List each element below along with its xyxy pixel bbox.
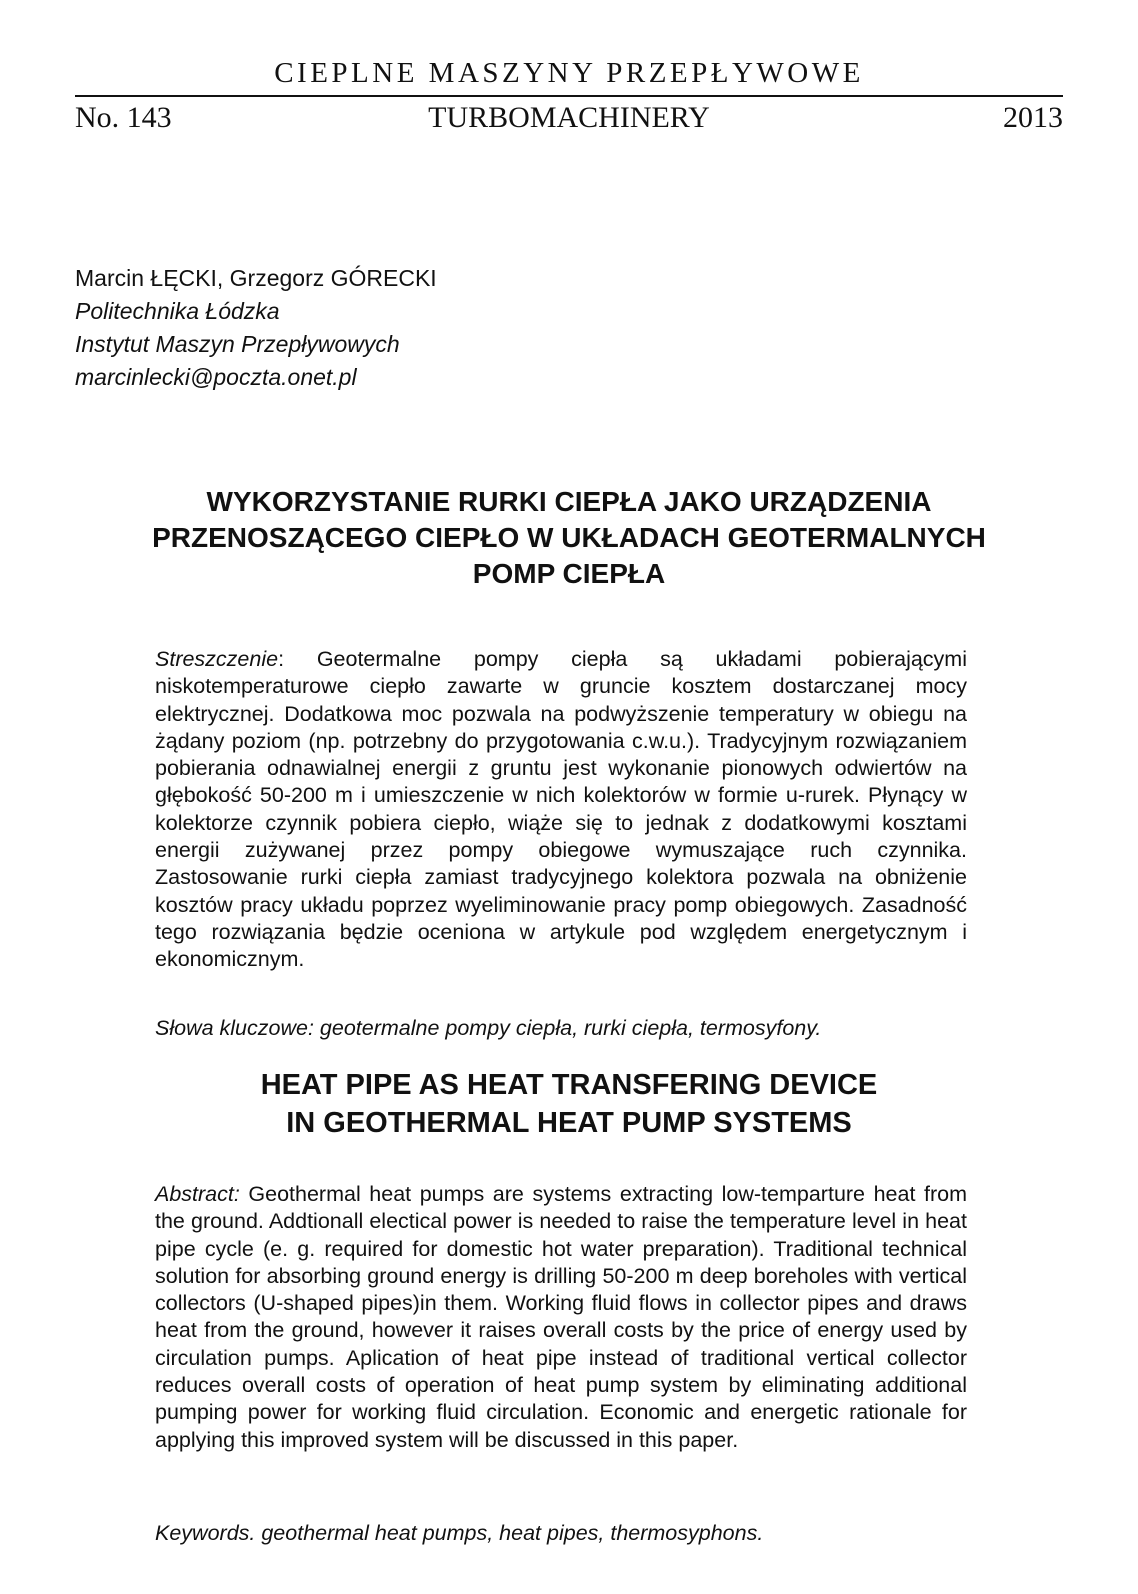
affiliation-university: Politechnika Łódzka	[75, 298, 280, 324]
title-pl-line-3: POMP CIEPŁA	[472, 558, 666, 589]
paper-title-polish	[60, 484, 1078, 592]
journal-title: CIEPLNE MASZYNY PRZEPŁYWOWE	[274, 57, 864, 89]
author-email[interactable]: marcinlecki@poczta.onet.pl	[75, 364, 357, 390]
title-en-line-2: IN GEOTHERMAL HEAT PUMP SYSTEMS	[286, 1107, 852, 1139]
abstract-polish	[155, 646, 967, 974]
abstract-en-label: Abstract:	[155, 1182, 240, 1206]
running-header	[75, 100, 1063, 136]
keywords-polish: Słowa kluczowe: geotermalne pompy ciepła, rurki ciepła, termosyfony.	[155, 1016, 822, 1040]
header-rule	[75, 95, 1063, 97]
abstract-pl-text: : Geotermalne pompy ciepła są układami pobierającymi niskotemperaturowe ciepło zawarte w gruncie kosztem dostarczanej mocy elektrycznej. Dodatkowa moc pozwala na podwyższenie temperatury w obiegu na żądany poziom (np. potrzebny do przygotowania c.w.u.). Tradycyjnym rozwiązaniem pobierania odnawialnej energii z gruntu jest wykonanie pionowych odwiertów na głębokość 50-200 m i umieszczenie w nich kolektorów w formie u-rurek. Płynący w kolektorze czynnik pobiera ciepło, wiąże się to jednak z dodatkowymi kosztami energii zużywanej przez pompy obiegowe wymuszające ruch czynnika. Zastosowanie rurki ciepła zamiast tradycyjnego kolektora pozwala na obniżenie kosztów pracy układu poprzez wyeliminowanie pracy pomp obiegowych. Zasadność tego rozwiązania będzie oceniona w artykule pod względem energetycznym i ekonomicznym.	[155, 647, 967, 972]
paper-title-english	[60, 1066, 1078, 1142]
publication-year: 2013	[1003, 101, 1063, 134]
affiliation-institute: Instytut Maszyn Przepływowych	[75, 331, 400, 357]
title-en-line-1: HEAT PIPE AS HEAT TRANSFERING DEVICE	[260, 1069, 878, 1101]
title-pl-line-1: WYKORZYSTANIE RURKI CIEPŁA JAKO URZĄDZENIA	[206, 486, 932, 517]
journal-subtitle: TURBOMACHINERY	[428, 101, 710, 134]
issue-number: No. 143	[75, 101, 172, 134]
author-names: Marcin ŁĘCKI, Grzegorz GÓRECKI	[75, 265, 437, 291]
abstract-english	[155, 1181, 967, 1454]
title-pl-line-2: PRZENOSZĄCEGO CIEPŁO W UKŁADACH GEOTERMALNYCH	[152, 522, 986, 553]
author-block	[75, 262, 437, 394]
abstract-en-text: Geothermal heat pumps are systems extracting low-temparture heat from the ground. Addtionall electical power is needed to raise the temperature level in heat pipe cycle (e. g. required for domestic hot water preparation). Traditional technical solution for absorbing ground energy is drilling 50-200 m deep boreholes with vertical collectors (U-shaped pipes)in them. Working fluid flows in collector pipes and draws heat from the ground, however it raises overall costs by the price of energy used by circulation pumps. Aplication of heat pipe instead of traditional vertical collector reduces overall costs of operation of heat pump system by eliminating additional pumping power for working fluid circulation. Economic and energetic rationale for applying this improved system will be discussed in this paper.	[155, 1182, 967, 1452]
keywords-english: Keywords. geothermal heat pumps, heat pipes, thermosyphons.	[155, 1521, 764, 1545]
abstract-pl-label: Streszczenie	[155, 647, 279, 671]
